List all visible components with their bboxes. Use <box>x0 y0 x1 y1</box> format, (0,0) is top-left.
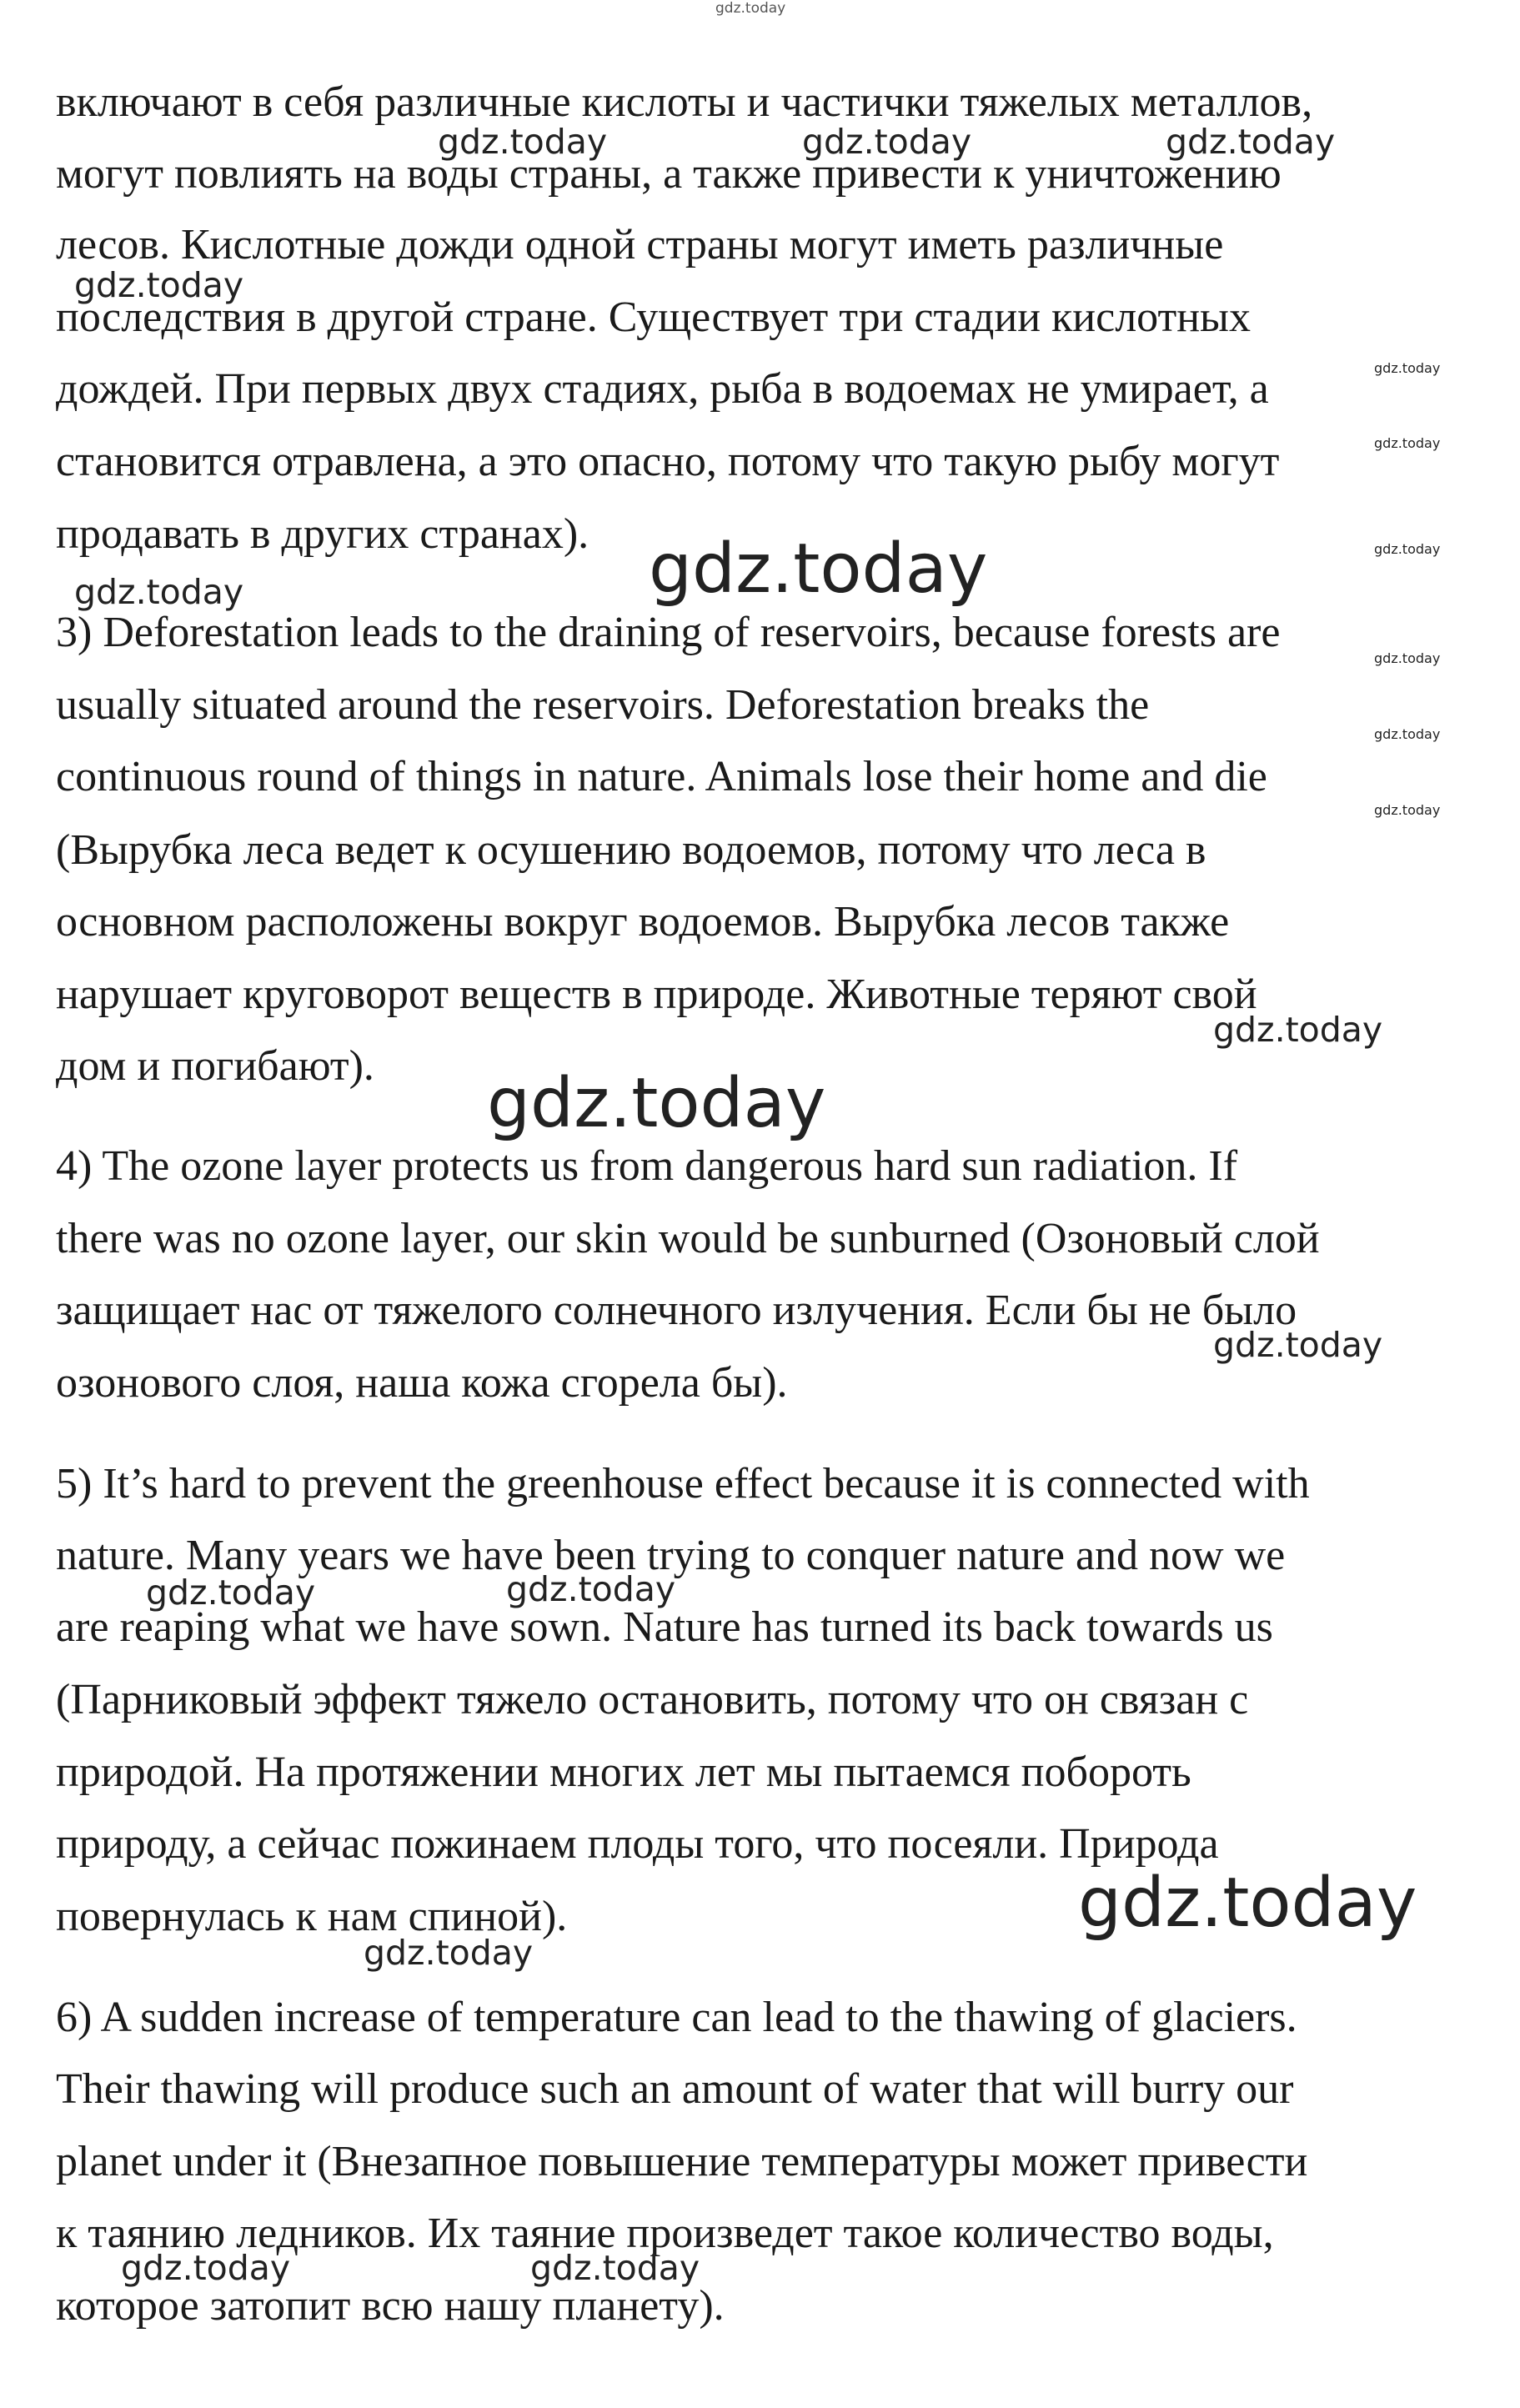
watermark: gdz.today <box>1374 435 1441 451</box>
text-line: Their thawing will produce such an amount of water that will burry our <box>56 2065 1294 2113</box>
watermark: gdz.today <box>1374 650 1441 666</box>
text-line: there was no ozone layer, our skin would be sunburned (Озоновый слой <box>56 1215 1320 1262</box>
watermark: gdz.today <box>121 2248 291 2288</box>
text-line: становится отравлена, а это опасно, потому что такую рыбу могут <box>56 438 1280 485</box>
text-line: (Вырубка леса ведет к осушению водоемов, потому что леса в <box>56 826 1206 874</box>
watermark: gdz.today <box>1213 1010 1383 1050</box>
watermark: gdz.today <box>438 122 608 162</box>
watermark: gdz.today <box>74 265 244 305</box>
text-line: которое затопит всю нашу планету). <box>56 2282 725 2330</box>
watermark: gdz.today <box>1374 726 1441 742</box>
watermark: gdz.today <box>74 572 244 612</box>
watermark: gdz.today <box>1374 360 1441 376</box>
text-line: последствия в другой стране. Существует три стадии кислотных <box>56 293 1251 341</box>
text-line: planet under it (Внезапное повышение температуры может привести <box>56 2138 1308 2185</box>
watermark: gdz.today <box>530 2248 700 2288</box>
text-line: continuous round of things in nature. Animals lose their home and die <box>56 753 1267 800</box>
watermark: gdz.today <box>715 0 786 17</box>
text-line: 5) It’s hard to prevent the greenhouse effect because it is connected with <box>56 1460 1310 1508</box>
text-line: are reaping what we have sown. Nature has turned its back towards us <box>56 1603 1273 1651</box>
watermark: gdz.today <box>649 529 988 609</box>
watermark: gdz.today <box>1374 541 1441 557</box>
text-line: продавать в других странах). <box>56 510 589 558</box>
watermark: gdz.today <box>1078 1864 1417 1943</box>
text-line: природу, а сейчас пожинаем плоды того, что посеяли. Природа <box>56 1820 1219 1868</box>
text-line: повернулась к нам спиной). <box>56 1893 568 1940</box>
text-line: озонового слоя, наша кожа сгорела бы). <box>56 1359 788 1407</box>
watermark: gdz.today <box>1374 802 1441 818</box>
text-line: nature. Many years we have been trying to conquer nature and now we <box>56 1532 1286 1579</box>
text-line: 6) A sudden increase of temperature can lead to the thawing of glaciers. <box>56 1994 1297 2041</box>
text-line: нарушает круговорот веществ в природе. Животные теряют свой <box>56 971 1257 1018</box>
text-line: usually situated around the reservoirs. Deforestation breaks the <box>56 681 1150 729</box>
text-line: могут повлиять на воды страны, а также привести к уничтожению <box>56 150 1282 198</box>
watermark: gdz.today <box>802 122 972 162</box>
text-line: дом и погибают). <box>56 1042 374 1090</box>
text-line: к таянию ледников. Их таяние произведет такое количество воды, <box>56 2210 1274 2257</box>
text-line: природой. На протяжении многих лет мы пытаемся побороть <box>56 1748 1191 1796</box>
text-line: лесов. Кислотные дожди одной страны могут иметь различные <box>56 221 1224 268</box>
text-line: 4) The ozone layer protects us from dangerous hard sun radiation. If <box>56 1142 1238 1190</box>
watermark: gdz.today <box>487 1064 826 1143</box>
text-line: 3) Deforestation leads to the draining of reservoirs, because forests are <box>56 609 1281 656</box>
text-line: включают в себя различные кислоты и частички тяжелых металлов, <box>56 78 1313 126</box>
text-line: (Парниковый эффект тяжело остановить, потому что он связан с <box>56 1676 1249 1723</box>
watermark: gdz.today <box>506 1569 676 1609</box>
text-line: защищает нас от тяжелого солнечного излучения. Если бы не было <box>56 1287 1297 1334</box>
watermark: gdz.today <box>146 1573 316 1613</box>
watermark: gdz.today <box>1213 1325 1383 1365</box>
text-line: основном расположены вокруг водоемов. Вырубка лесов также <box>56 898 1230 946</box>
watermark: gdz.today <box>1166 122 1336 162</box>
text-line: дождей. При первых двух стадиях, рыба в водоемах не умирает, а <box>56 365 1269 413</box>
watermark: gdz.today <box>364 1933 534 1973</box>
